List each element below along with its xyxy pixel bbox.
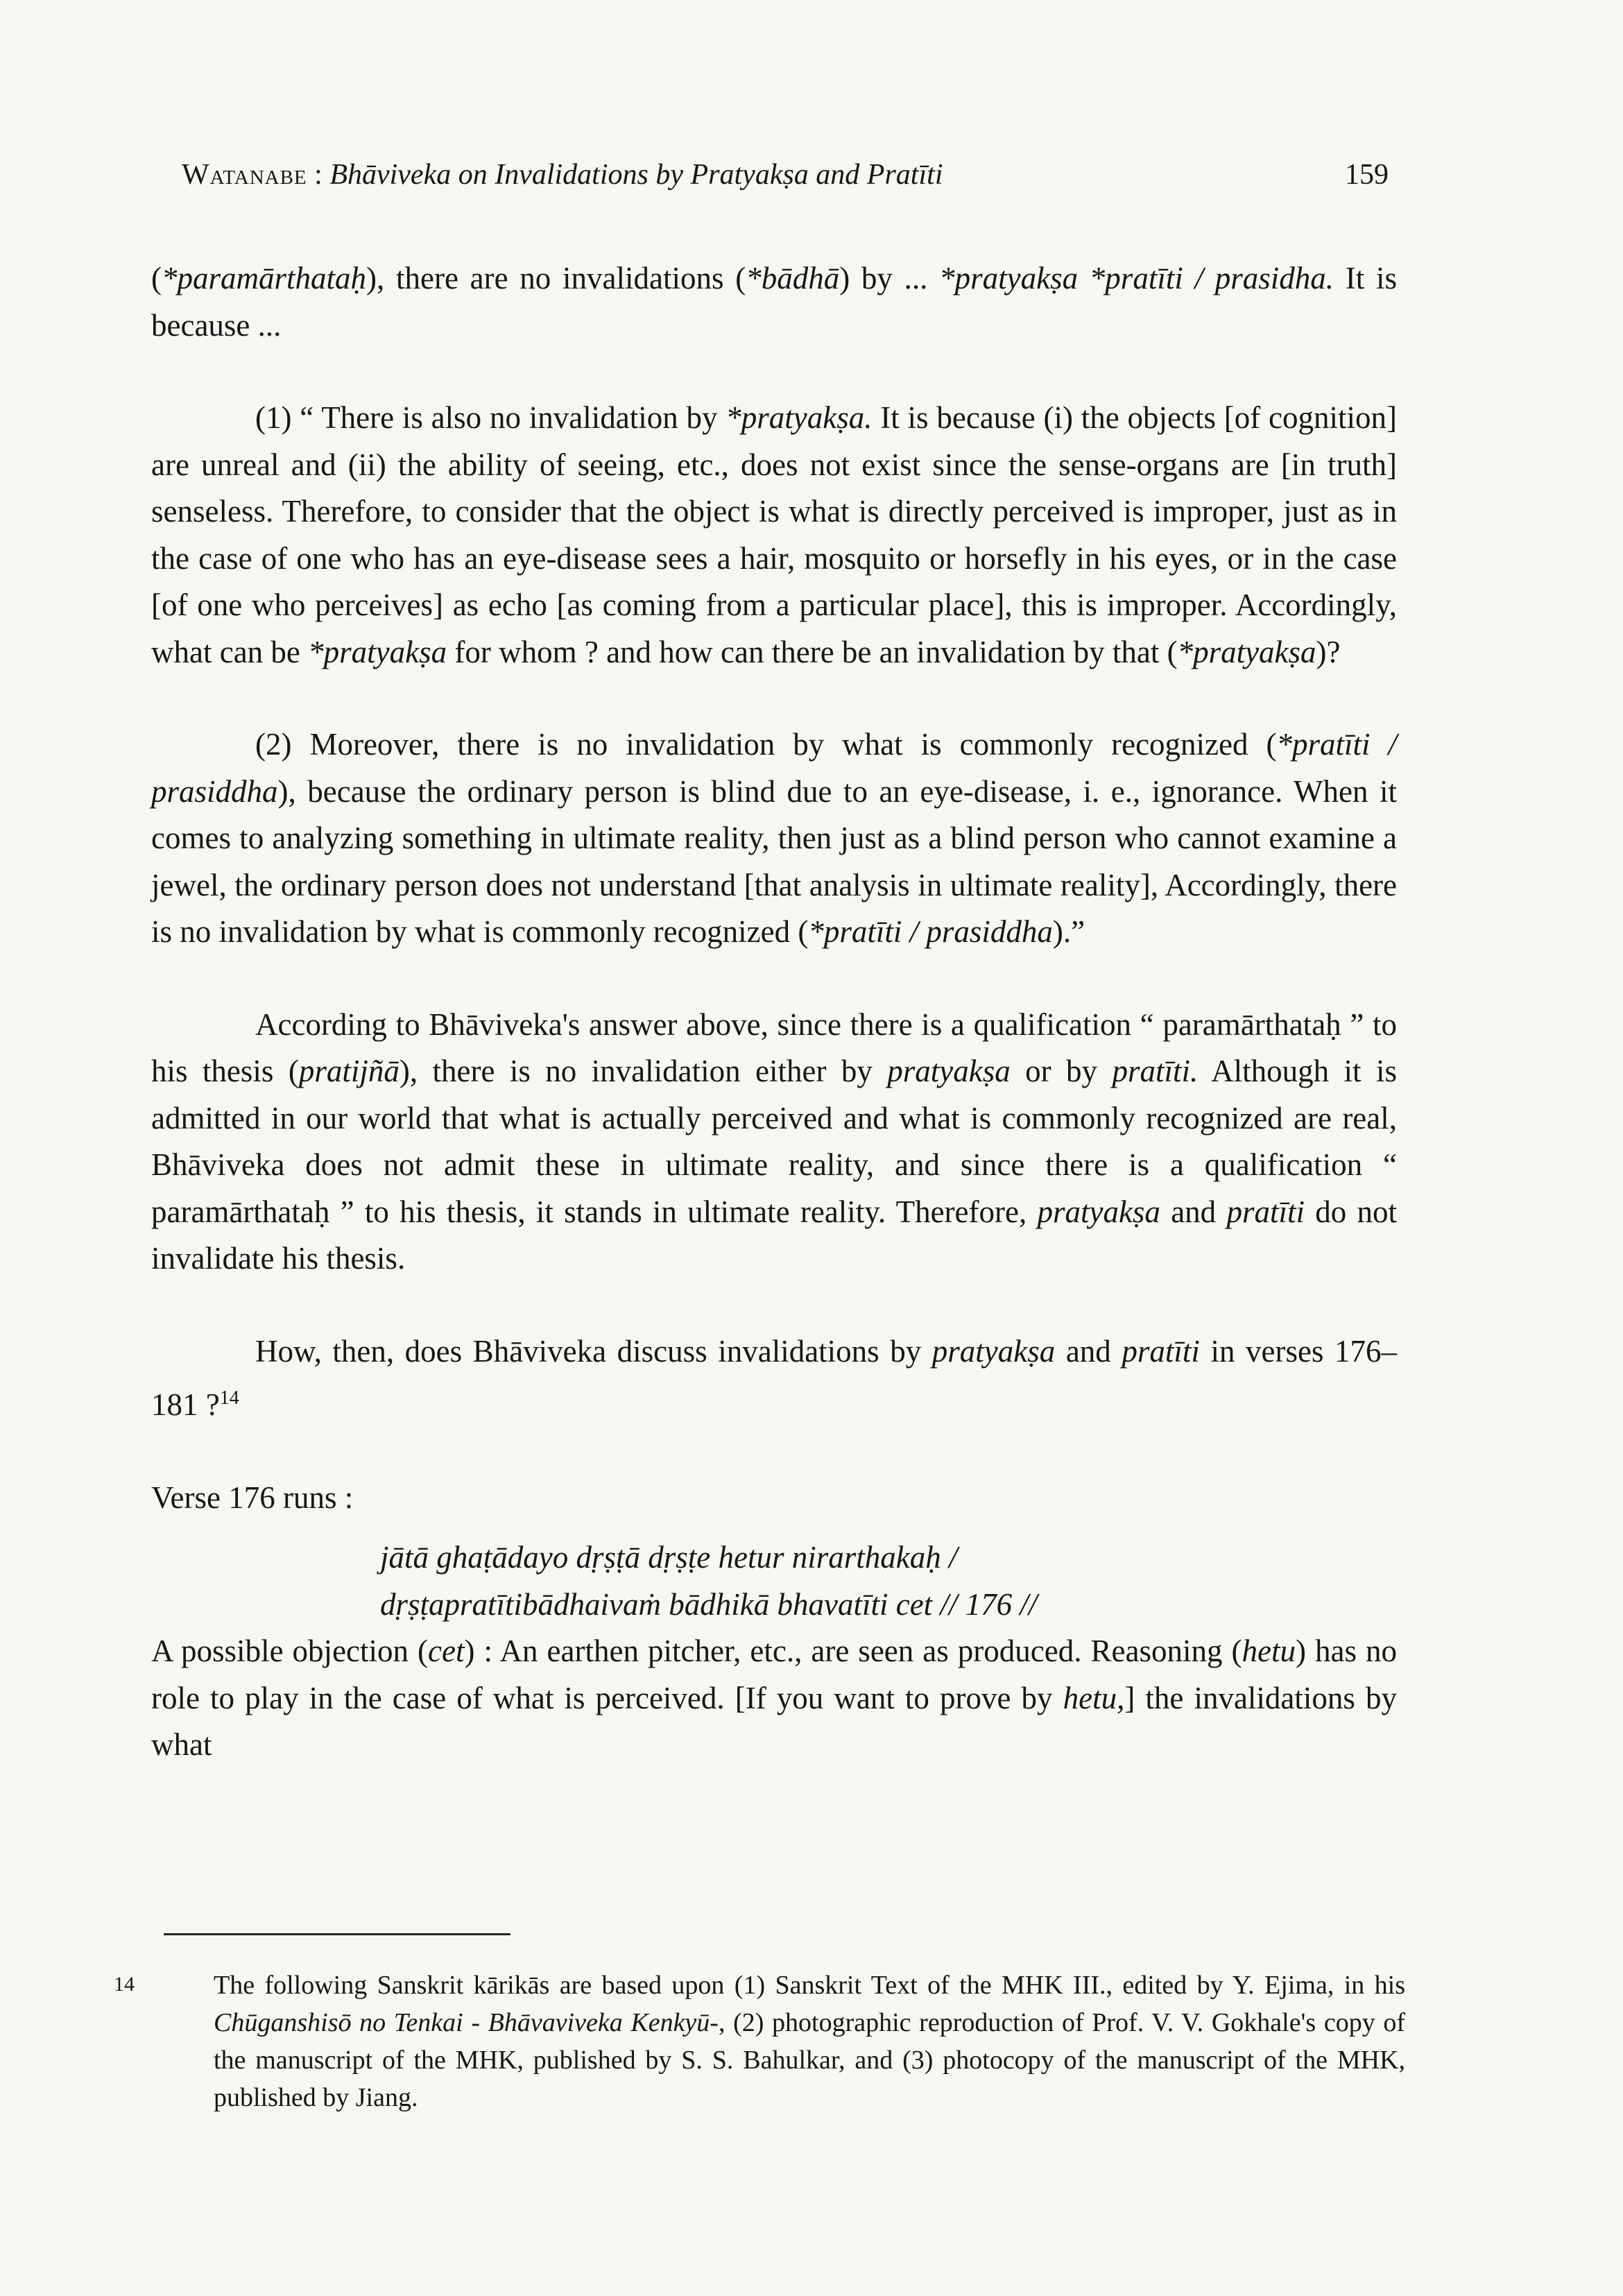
italic-term: pratīti <box>1122 1333 1200 1369</box>
main-text <box>151 255 1397 1769</box>
italic-term: pratīti. <box>1112 1054 1199 1088</box>
text-run: It is because (i) the objects [of cognition] are unreal and (ii) the ability of seeing, etc., does not exist since the sense-organs are [in truth] senseless. Therefore, to consider that the object is what is directly perceived is improper, just as in the case of one who has an eye-disease sees a hair, mosquito or horsefly in his eyes, or in the case [of one who perceives] as echo [as coming from a particular place], this is improper. Accordingly, what can be <box>151 400 1397 669</box>
italic-term: pratijñā <box>298 1054 400 1088</box>
italic-term: pratyakṣa <box>931 1333 1056 1369</box>
intro-paragraph <box>151 255 1397 349</box>
italic-term: cet <box>428 1634 465 1668</box>
italic-term: hetu <box>1242 1634 1296 1668</box>
text-run: (1) “ There is also no invalidation by <box>255 400 726 435</box>
header-author: Watanabe <box>182 159 307 191</box>
text-run: )? <box>1316 634 1341 669</box>
text-run: , (2) photographic reproduction of Prof. V. V. Gokhale's copy of the manuscript of the MHK, published by S. S. Bahulkar, and (3) photocopy of the manuscript of the MHK, published by Jiang. <box>214 2008 1405 2112</box>
text-run: A possible objection ( <box>151 1634 429 1668</box>
italic-term: *paramārthataḥ <box>162 261 367 295</box>
text-run: in verses 176–181 ? <box>151 1333 1397 1422</box>
footnote-rule <box>164 1933 510 1935</box>
verse-176 <box>380 1534 1397 1628</box>
paragraph-4 <box>151 1328 1397 1429</box>
paragraph-3 <box>151 1002 1397 1283</box>
text-run: or by <box>1010 1054 1113 1088</box>
text-run: Although it is admitted in our world that what is actually perceived and what is commonly recognized are real, Bhāviveka does not admit these in ultimate reality, and since there is a qualification “ paramārthataḥ ” to his thesis, it stands in ultimate reality. Therefore, <box>151 1054 1397 1229</box>
text-run: ] the invalidations by what <box>151 1680 1397 1762</box>
running-header <box>182 158 1389 191</box>
italic-term: *bādhā <box>746 261 840 295</box>
verse-line-1: jātā ghaṭādayo dṛṣṭā dṛṣṭe hetur nirarthakaḥ / <box>380 1540 958 1575</box>
italic-term: pratīti <box>1226 1194 1305 1229</box>
italic-term: *pratīti / prasiddha <box>808 914 1053 949</box>
text-run: for whom ? and how can there be an invalidation by that ( <box>447 634 1178 669</box>
text-run: It is because ... <box>151 261 1397 343</box>
paragraph-1 <box>151 395 1397 676</box>
italic-term: pratyakṣa <box>887 1054 1011 1088</box>
footnote-marker: 14 <box>219 1387 239 1409</box>
footnote-14 <box>114 1966 1405 2116</box>
footnote-number: 14 <box>114 1973 135 1996</box>
italic-term: hetu, <box>1063 1680 1125 1715</box>
italic-term: *pratīti / prasiddha <box>151 727 1397 809</box>
text-run: According to Bhāviveka's answer above, since there is a qualification “ paramārthataḥ ” to his thesis ( <box>151 1006 1397 1088</box>
italic-term: Chūganshisō no Tenkai - Bhāvaviveka Kenkyū- <box>214 2008 719 2037</box>
verse-line-2: dṛṣṭapratītibādhaivaṁ bādhikā bhavatīti cet // 176 // <box>380 1587 1038 1622</box>
text-run: ).” <box>1052 914 1085 949</box>
italic-term: *pratyakṣa <box>308 634 447 669</box>
text-run: ( <box>151 261 162 295</box>
italic-term: pratyakṣa <box>1037 1194 1160 1229</box>
page-number: 159 <box>1345 159 1389 191</box>
text-run: (2) Moreover, there is no invalidation by what is commonly recognized ( <box>255 727 1277 762</box>
italic-term: *pratyakṣa *pratīti / prasidha. <box>939 261 1334 295</box>
text-run: How, then, does Bhāviveka discuss invalidations by <box>255 1333 932 1369</box>
text-run: ) has no role to play in the case of what is perceived. [If you want to prove by <box>151 1634 1397 1715</box>
italic-term: *pratyakṣa <box>1177 634 1316 669</box>
footnote-body <box>114 1966 1405 2116</box>
header-title: Bhāviveka on Invalidations by Pratyakṣa and Pratīti <box>329 159 943 191</box>
text-run: and <box>1055 1333 1122 1369</box>
text-run: ), there is no invalidation either by <box>399 1054 888 1088</box>
text-run: do not invalidate his thesis. <box>151 1194 1397 1276</box>
text-run: ), because the ordinary person is blind due to an eye-disease, i. e., ignorance. When it comes to analyzing something in ultimate reality, then just as a blind person who cannot examine a jewel, the ordinary person does not understand [that analysis in ultimate reality], Accordingly, there is no invalidation by what is commonly recognized ( <box>151 773 1397 949</box>
text-run: The following Sanskrit kārikās are based upon (1) Sanskrit Text of the MHK III., edited by Y. Ejima, in his <box>214 1971 1405 2000</box>
paragraph-2 <box>151 721 1397 956</box>
text-run: ) by ... <box>839 261 940 295</box>
text-run: ), there are no invalidations ( <box>366 261 746 295</box>
text-run: and <box>1160 1194 1227 1229</box>
italic-term: *pratyakṣa. <box>725 400 873 435</box>
text-run: ) : An earthen pitcher, etc., are seen as produced. Reasoning ( <box>464 1634 1242 1668</box>
header-separator: : <box>314 159 330 191</box>
verse-intro: Verse 176 runs : <box>151 1480 354 1515</box>
objection-paragraph <box>151 1628 1397 1769</box>
